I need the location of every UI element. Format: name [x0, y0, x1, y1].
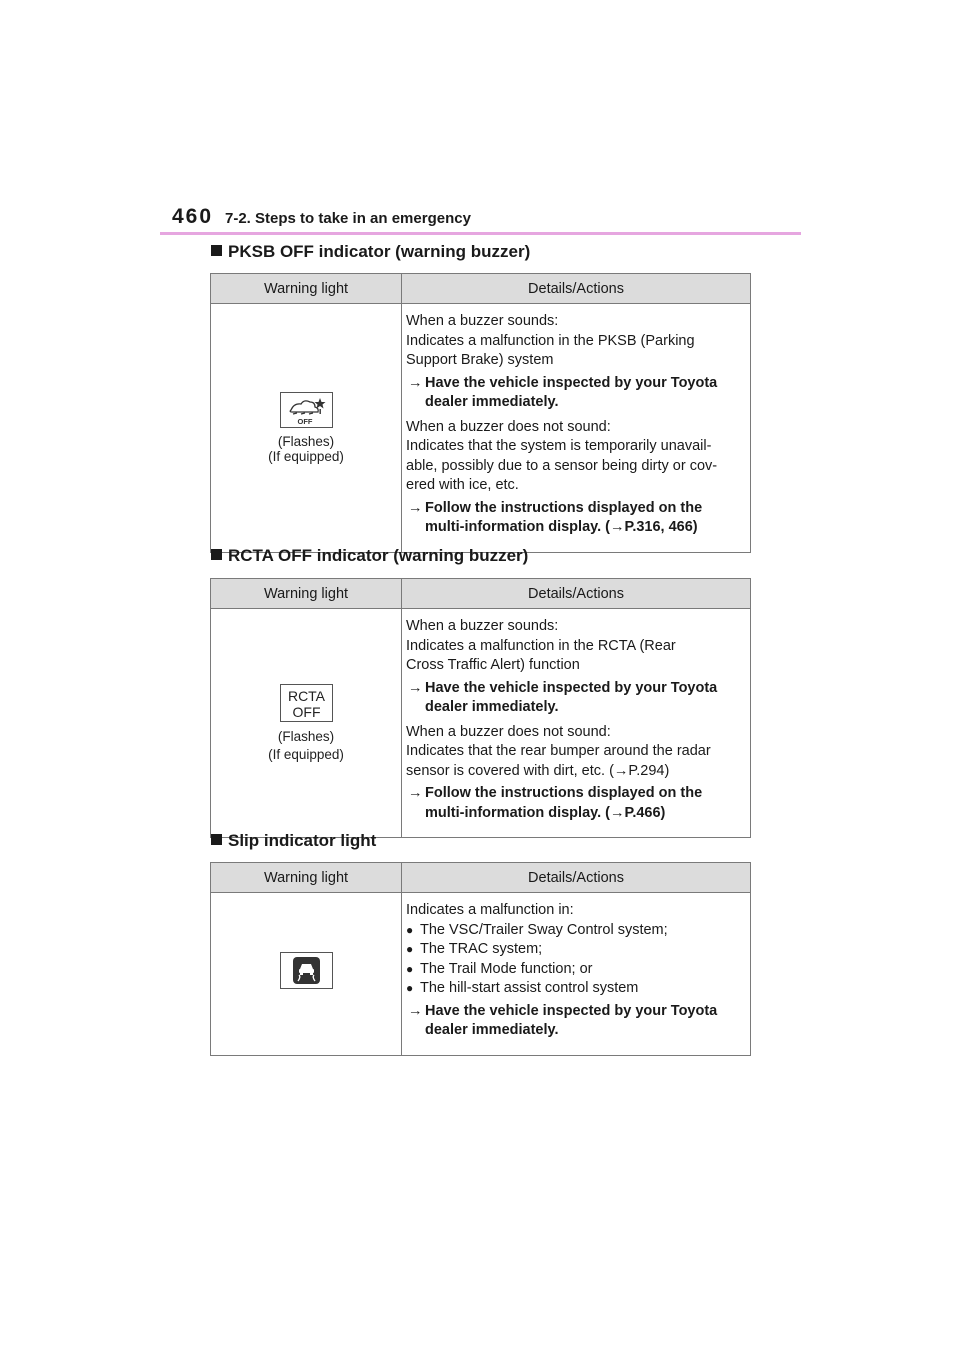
- page-reference-link[interactable]: P.294): [628, 762, 670, 779]
- rcta-table: [210, 578, 751, 838]
- list-item: ● The Trail Mode function; or: [406, 960, 746, 980]
- warning-light-cell: [211, 609, 402, 838]
- action-instruction: → Have the vehicle inspected by your Toyota dealer immediately.: [408, 374, 718, 410]
- flashes-caption: (Flashes): [277, 434, 335, 449]
- column-header-warning-light: Warning light: [211, 579, 402, 609]
- chapter-title: 7-2. Steps to take in an emergency: [225, 210, 471, 227]
- bullet-dot-icon: ●: [406, 942, 414, 956]
- details-cell: When a buzzer sounds: Indicates a malfunction in the PKSB (Parking Support Brake) system → Have the vehicle inspected by your Toyota dealer immediately. When a buzzer does not sound: Indicates that the system is temporarily unavail- able, possibly due to a sensor being dirty or cov- ered with ice, etc. → Follow the instructions displayed on the multi-information display. (→P.316, 466): [402, 304, 751, 553]
- header-rule: [160, 232, 801, 235]
- svg-text:OFF: OFF: [297, 416, 312, 426]
- reference-arrow-icon: →: [613, 762, 629, 779]
- bullet-dot-icon: ●: [406, 961, 414, 976]
- action-instruction: → Have the vehicle inspected by your Toyota dealer immediately.: [408, 1002, 718, 1038]
- square-bullet-icon: [211, 549, 222, 560]
- details-cell: When a buzzer sounds: Indicates a malfunction in the RCTA (Rear Cross Traffic Alert) function → Have the vehicle inspected by your Toyota dealer immediately. When a buzzer does not sound: Indicates that the rear bumper around the radar sensor is covered with dirt, etc. (→P.294) → Follow the instructions displayed on the multi-information display. (→P.466): [402, 609, 751, 838]
- column-header-details: Details/Actions: [402, 579, 751, 609]
- arrow-right-icon: →: [408, 374, 423, 391]
- action-instruction: → Follow the instructions displayed on the multi-information display. (→P.466): [408, 785, 703, 821]
- bullet-dot-icon: ●: [406, 922, 414, 937]
- if-equipped-caption: (If equipped): [268, 449, 344, 464]
- warning-light-cell: [211, 304, 402, 553]
- action-instruction: → Follow the instructions displayed on the multi-information display. (→P.316, 466): [408, 499, 703, 535]
- rcta-off-icon: [280, 684, 333, 722]
- column-header-details: Details/Actions: [402, 863, 751, 893]
- bullet-dot-icon: ●: [406, 981, 414, 995]
- square-bullet-icon: [211, 245, 222, 256]
- table-header-row: [211, 863, 751, 893]
- list-item: ● The VSC/Trailer Sway Control system;: [406, 921, 746, 941]
- page-header: [172, 203, 802, 231]
- list-item: ● The hill-start assist control system: [406, 979, 746, 999]
- svg-text:RCTA: RCTA: [287, 688, 325, 705]
- if-equipped-caption: (If equipped): [268, 746, 344, 762]
- svg-text:OFF: OFF: [292, 704, 320, 721]
- pksb-table: [210, 273, 751, 553]
- section-heading-slip: Slip indicator light: [211, 831, 376, 851]
- arrow-right-icon: →: [408, 785, 423, 801]
- table-header-row: [211, 579, 751, 609]
- column-header-warning-light: Warning light: [211, 863, 402, 893]
- slip-indicator-icon: [280, 952, 333, 989]
- column-header-warning-light: Warning light: [211, 274, 402, 304]
- table-row: [211, 893, 751, 1056]
- reference-arrow-icon: →: [610, 804, 625, 821]
- column-header-details: Details/Actions: [402, 274, 751, 304]
- page-reference-link[interactable]: P.466): [624, 804, 666, 821]
- page-number: 460: [172, 205, 214, 228]
- page-reference-link[interactable]: P.316, 466): [624, 519, 698, 535]
- square-bullet-icon: [211, 834, 222, 845]
- table-row: [211, 304, 751, 553]
- details-cell: Indicates a malfunction in: ● The VSC/Trailer Sway Control system; ● The TRAC system; ● The Trail Mode function; or ● The hill-start assist control system → Have the vehicle inspected by your Toyota dealer immediately.: [402, 893, 751, 1056]
- pksb-off-icon: [280, 392, 333, 428]
- arrow-right-icon: →: [408, 679, 423, 696]
- section-heading-rcta: RCTA OFF indicator (warning buzzer): [211, 546, 528, 566]
- table-header-row: [211, 274, 751, 304]
- warning-light-cell: [211, 893, 402, 1056]
- table-row: [211, 609, 751, 838]
- slip-table: [210, 862, 751, 1056]
- flashes-caption: (Flashes): [277, 728, 335, 744]
- list-item: ● The TRAC system;: [406, 940, 746, 960]
- reference-arrow-icon: →: [610, 519, 625, 535]
- arrow-right-icon: →: [408, 499, 423, 516]
- action-instruction: → Have the vehicle inspected by your Toyota dealer immediately.: [408, 679, 718, 715]
- arrow-right-icon: →: [408, 1002, 423, 1019]
- section-heading-pksb: PKSB OFF indicator (warning buzzer): [211, 242, 530, 262]
